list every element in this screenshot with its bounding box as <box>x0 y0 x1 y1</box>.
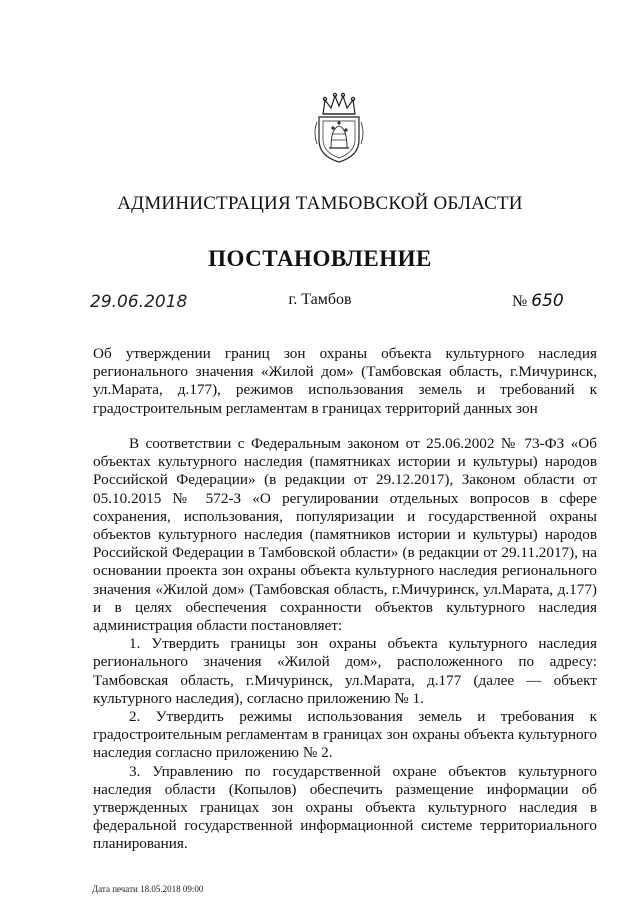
clause-2-paragraph: 2. Утвердить режимы использования земель и требования к градостроительным регламентам в границах зон охраны объекта культурного наследия согласно приложению № 2. <box>93 708 597 762</box>
document-date: 29.06.2018 <box>90 292 188 312</box>
document-body <box>93 435 597 854</box>
number-label: № <box>512 293 528 310</box>
preamble-paragraph: В соответствии с Федеральным законом от 25.06.2002 № 73-ФЗ «Об объектах культурного наследия (памятниках истории и культуры) народов Российской Федерации» (в редакции от 29.12.2017), Законом области от 05.10.2015 № 572-З «О регулировании отдельных вопросов в сфере сохранения, использования, популяризации и государственной охраны объектов культурного наследия (памятников истории и культуры) народов Российской Федерации в Тамбовской области» (в редакции от 29.11.2017), на основании проекта зон охраны объекта культурного наследия регионального значения «Жилой дом» (Тамбовская область, г.Мичуринск, ул.Марата, д.177) и в целях обеспечения сохранности объектов культурного наследия администрация области постановляет: <box>93 435 597 635</box>
number-value: 650 <box>531 291 564 311</box>
clause-3-paragraph: 3. Управлению по государственной охране объектов культурного наследия области (Копылов) обеспечить размещение информации об утвержденных границах зон охраны объекта культурного наследия в федеральной государственной информационной системе территориального планирования. <box>93 762 597 853</box>
clause-1-paragraph: 1. Утвердить границы зон охраны объекта культурного наследия регионального значения «Жилой дом», расположенного по адресу: Тамбовская область, г.Мичуринск, ул.Марата, д.177 (далее — объект культурного наследия), согласно приложению № 1. <box>93 635 597 707</box>
document-type: ПОСТАНОВЛЕНИЕ <box>208 246 432 271</box>
document-number <box>512 291 564 311</box>
print-date: Дата печати 18.05.2018 09:00 <box>92 884 204 894</box>
document-city: г. Тамбов <box>288 291 352 308</box>
document-subject: Об утверждении границ зон охраны объекта культурного наследия регионального значения «Жилой дом» (Тамбовская область, г.Мичуринск, ул.Марата, д.177), режимов использования земель и требований к градостроительным регламентам в границах территорий данных зон <box>93 345 597 417</box>
coat-of-arms-icon <box>311 92 367 164</box>
agency-name: АДМИНИСТРАЦИЯ ТАМБОВСКОЙ ОБЛАСТИ <box>117 193 523 214</box>
